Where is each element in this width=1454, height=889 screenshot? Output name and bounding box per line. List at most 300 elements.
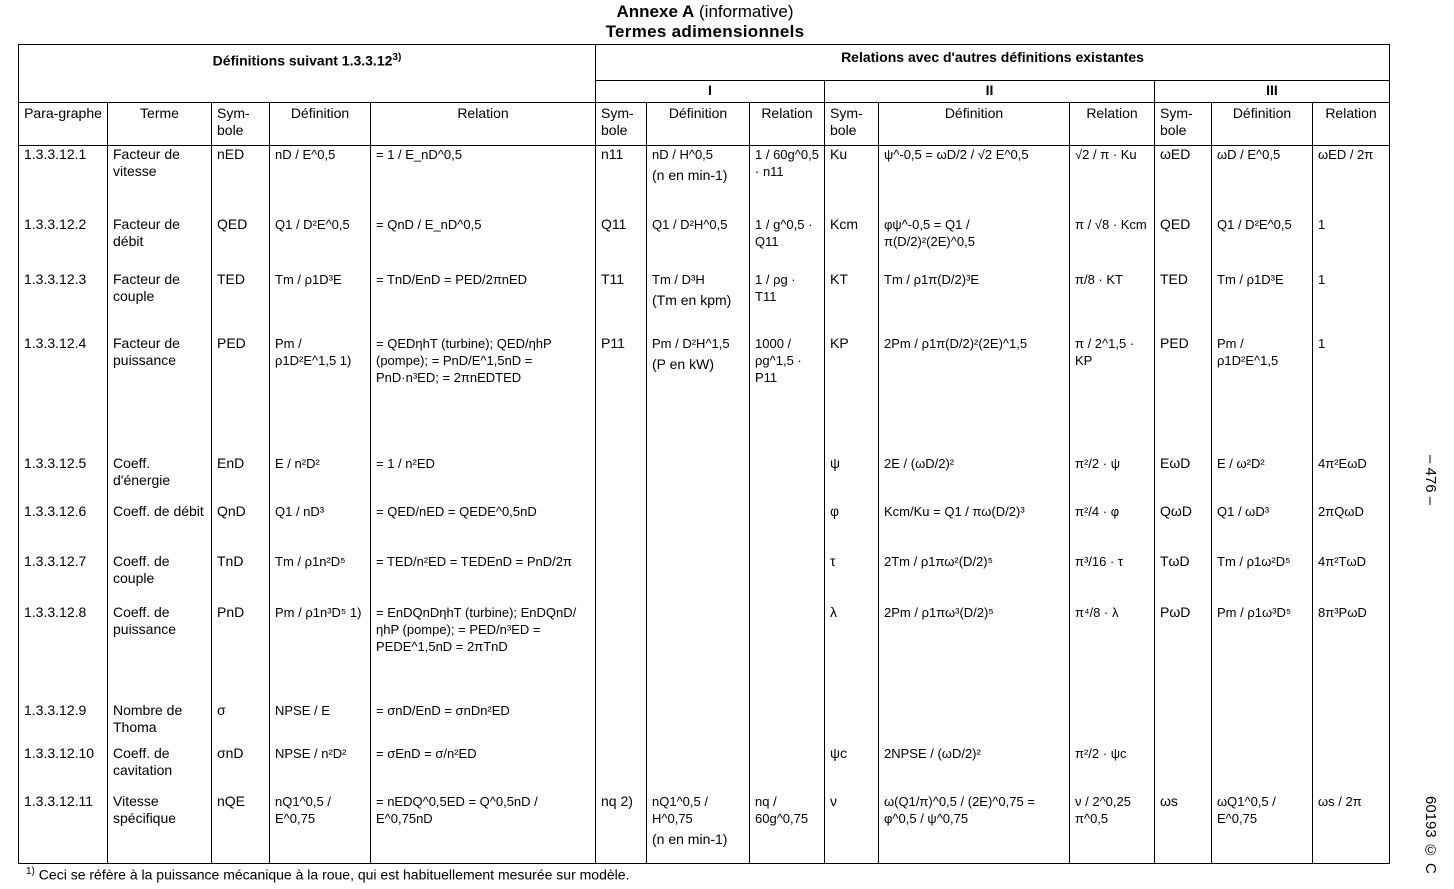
cell-s1: [596, 455, 647, 503]
cell-text-sym: TnD: [217, 553, 244, 569]
cell-text-s2: KT: [830, 271, 848, 287]
annex-title: Annexe A (informative): [616, 2, 794, 21]
cell-text-sym: QnD: [217, 503, 246, 519]
cell-text-s3: PωD: [1160, 604, 1191, 620]
cell-sym: [212, 604, 270, 702]
group-header-II: II: [825, 81, 1155, 103]
cell-text-terme: Vitesse spécifique: [113, 793, 177, 826]
cell-para: [19, 793, 108, 864]
cell-note: (P en kW): [652, 356, 714, 372]
table-row: [19, 553, 1390, 604]
group-header-relations: Relations avec d'autres définitions existantes: [596, 45, 1390, 81]
cell-s2: [825, 455, 879, 503]
cell-s1: [596, 702, 647, 745]
cell-s2: [825, 745, 879, 793]
cell-r1: [750, 553, 825, 604]
cell-para: [19, 271, 108, 335]
cell-sym: [212, 271, 270, 335]
cell-r3: [1313, 793, 1390, 864]
cell-d1: [647, 604, 750, 702]
cell-text-sym: σ: [217, 702, 226, 718]
cell-r3: [1313, 604, 1390, 702]
cell-sym: [212, 455, 270, 503]
cell-rel: [371, 216, 596, 271]
cell-def: [270, 793, 371, 864]
cell-s2: [825, 702, 879, 745]
col-relation-III: Relation: [1313, 103, 1390, 146]
cell-s3: [1155, 553, 1212, 604]
cell-s3: [1155, 216, 1212, 271]
cell-d2: [879, 702, 1070, 745]
cell-r3: [1313, 702, 1390, 745]
cell-text-r3: ωED / 2π: [1318, 147, 1374, 162]
cell-d1: [647, 745, 750, 793]
cell-def: [270, 271, 371, 335]
cell-d1: [647, 702, 750, 745]
cell-text-r2: π²/2 · ψ: [1075, 456, 1120, 471]
cell-d3: [1212, 271, 1313, 335]
cell-def: [270, 702, 371, 745]
cell-s1: [596, 553, 647, 604]
cell-text-r1: 1000 / ρg^1,5 · P11: [755, 336, 802, 385]
col-symbole: Sym-bole: [212, 103, 270, 146]
cell-sym: [212, 503, 270, 553]
cell-terme: [108, 702, 212, 745]
cell-d3: [1212, 604, 1313, 702]
cell-text-s3: TED: [1160, 271, 1188, 287]
cell-text-r2: π⁴/8 · λ: [1075, 605, 1119, 620]
cell-rel: [371, 793, 596, 864]
cell-d3: [1212, 146, 1313, 217]
cell-text-r2: π / √8 · Kcm: [1075, 217, 1147, 232]
cell-text-terme: Coeff. de cavitation: [113, 745, 173, 778]
cell-text-terme: Facteur de couple: [113, 271, 180, 304]
cell-s3: [1155, 455, 1212, 503]
cell-text-def: NPSE / n²D²: [275, 746, 347, 761]
cell-text-s3: PED: [1160, 335, 1189, 351]
cell-text-para: 1.3.3.12.10: [24, 745, 95, 761]
cell-d3: [1212, 793, 1313, 864]
cell-terme: [108, 271, 212, 335]
table-row: [19, 745, 1390, 793]
cell-r1: [750, 793, 825, 864]
cell-text-r1: 1 / ρg · T11: [755, 272, 796, 304]
cell-para: [19, 503, 108, 553]
cell-text-def: Q1 / D²E^0,5: [275, 217, 350, 232]
cell-text-s3: QωD: [1160, 503, 1192, 519]
cell-text-s3: EωD: [1160, 455, 1191, 471]
cell-text-terme: Coeff. d'énergie: [113, 455, 171, 488]
cell-s2: [825, 503, 879, 553]
cell-d3: [1212, 216, 1313, 271]
annex-subtitle: Termes adimensionnels: [605, 22, 805, 41]
table-row: [19, 146, 1390, 217]
cell-text-d3: Q1 / ωD³: [1217, 504, 1270, 519]
cell-r1: [750, 146, 825, 217]
cell-d2: [879, 146, 1070, 217]
cell-text-d3: E / ω²D²: [1217, 456, 1265, 471]
cell-r1: [750, 216, 825, 271]
cell-terme: [108, 216, 212, 271]
col-definition-III: Définition: [1212, 103, 1313, 146]
cell-s2: [825, 146, 879, 217]
cell-r1: [750, 604, 825, 702]
cell-r2: [1070, 146, 1155, 217]
cell-text-r3: 4π²TωD: [1318, 554, 1367, 569]
cell-text-def: NPSE / E: [275, 703, 330, 718]
cell-r3: [1313, 503, 1390, 553]
cell-text-d2: ψ^-0,5 = ωD/2 / √2 E^0,5: [884, 147, 1029, 162]
table-row: [19, 604, 1390, 702]
cell-para: [19, 146, 108, 217]
cell-r3: [1313, 553, 1390, 604]
table-row: [19, 503, 1390, 553]
col-relation-II: Relation: [1070, 103, 1155, 146]
cell-text-s1: Q11: [601, 216, 627, 232]
cell-text-def: Tm / ρ1n²D⁵: [275, 554, 346, 569]
cell-text-s2: λ: [830, 604, 837, 620]
group-header-I: I: [596, 81, 825, 103]
cell-r2: [1070, 271, 1155, 335]
cell-text-r3: 1: [1318, 217, 1326, 232]
cell-text-d2: 2E / (ωD/2)²: [884, 456, 955, 471]
cell-text-terme: Coeff. de couple: [113, 553, 170, 586]
cell-r1: [750, 271, 825, 335]
cell-text-sym: nQE: [217, 793, 246, 809]
cell-text-r2: π/8 · KT: [1075, 272, 1123, 287]
table-row: [19, 455, 1390, 503]
cell-sym: [212, 216, 270, 271]
cell-sym: [212, 702, 270, 745]
cell-para: [19, 553, 108, 604]
cell-text-r3: 4π²EωD: [1318, 456, 1367, 471]
cell-text-d2: ω(Q1/π)^0,5 / (2E)^0,75 = φ^0,5 / ψ^0,75: [884, 794, 1035, 826]
cell-r2: [1070, 793, 1155, 864]
cell-text-d2: Kcm/Ku = Q1 / πω(D/2)³: [884, 504, 1025, 519]
cell-sym: [212, 553, 270, 604]
cell-text-def: nD / E^0,5: [275, 147, 336, 162]
cell-terme: [108, 503, 212, 553]
cell-d2: [879, 335, 1070, 455]
col-relation-I: Relation: [750, 103, 825, 146]
col-paragraphe: Para-graphe: [19, 103, 108, 146]
cell-text-def: Pm / ρ1D²E^1,5 1): [275, 336, 352, 368]
cell-text-r2: π³/16 · τ: [1075, 554, 1124, 569]
cell-text-para: 1.3.3.12.7: [24, 553, 87, 569]
cell-para: [19, 604, 108, 702]
cell-rel: [371, 335, 596, 455]
cell-text-rel: = 1 / n²ED: [376, 456, 435, 471]
cell-text-def: nQ1^0,5 / E^0,75: [275, 794, 331, 826]
cell-text-s2: ψ: [830, 455, 840, 471]
col-relation: Relation: [371, 103, 596, 146]
cell-text-rel: = TED/n²ED = TEDEnD = PnD/2π: [376, 554, 572, 569]
cell-d2: [879, 745, 1070, 793]
cell-r2: [1070, 503, 1155, 553]
cell-text-para: 1.3.3.12.1: [24, 146, 87, 162]
table-row: [19, 793, 1390, 864]
cell-r1: [750, 335, 825, 455]
cell-sym: [212, 745, 270, 793]
cell-def: [270, 503, 371, 553]
cell-s1: [596, 604, 647, 702]
cell-sym: [212, 335, 270, 455]
cell-def: [270, 455, 371, 503]
cell-text-s2: ν: [830, 793, 837, 809]
cell-def: [270, 216, 371, 271]
cell-text-para: 1.3.3.12.5: [24, 455, 87, 471]
cell-d3: [1212, 455, 1313, 503]
cell-r2: [1070, 335, 1155, 455]
cell-text-sym: PnD: [217, 604, 245, 620]
cell-text-para: 1.3.3.12.2: [24, 216, 87, 232]
cell-s3: [1155, 146, 1212, 217]
cell-text-r1: 1 / 60g^0,5 · n11: [755, 147, 819, 179]
cell-note: (n en min-1): [652, 167, 728, 183]
table-row: [19, 335, 1390, 455]
cell-d2: [879, 503, 1070, 553]
cell-s3: [1155, 271, 1212, 335]
cell-text-def: Q1 / nD³: [275, 504, 325, 519]
cell-text-d1: Q1 / D²H^0,5: [652, 217, 728, 232]
cell-text-rel: = QED/nED = QEDE^0,5nD: [376, 504, 537, 519]
table-row: [19, 702, 1390, 745]
cell-text-s3: QED: [1160, 216, 1191, 232]
cell-text-d3: Pm / ρ1D²E^1,5: [1217, 336, 1279, 368]
standard-reference: 60193 © C: [1422, 796, 1439, 874]
cell-s2: [825, 604, 879, 702]
cell-para: [19, 216, 108, 271]
cell-s1: [596, 745, 647, 793]
cell-s2: [825, 335, 879, 455]
cell-text-rel: = TnD/EnD = PED/2πnED: [376, 272, 528, 287]
cell-text-terme: Facteur de puissance: [113, 335, 180, 368]
col-symbole-II: Sym-bole: [825, 103, 879, 146]
cell-d2: [879, 216, 1070, 271]
cell-text-d2: Tm / ρ1π(D/2)³E: [884, 272, 980, 287]
cell-d2: [879, 271, 1070, 335]
cell-text-d3: ωD / E^0,5: [1217, 147, 1281, 162]
cell-text-d2: 2NPSE / (ωD/2)²: [884, 746, 981, 761]
cell-s2: [825, 216, 879, 271]
cell-text-rel: = nEDQ^0,5ED = Q^0,5nD / E^0,75nD: [376, 794, 538, 826]
cell-para: [19, 745, 108, 793]
cell-s2: [825, 553, 879, 604]
cell-d1: [647, 271, 750, 335]
cell-s1: [596, 146, 647, 217]
cell-s1: [596, 793, 647, 864]
cell-terme: [108, 745, 212, 793]
cell-r1: [750, 503, 825, 553]
cell-terme: [108, 335, 212, 455]
cell-def: [270, 146, 371, 217]
cell-text-r2: π²/4 · φ: [1075, 504, 1120, 519]
cell-text-para: 1.3.3.12.8: [24, 604, 87, 620]
table-row: [19, 216, 1390, 271]
cell-note: (n en min-1): [652, 831, 728, 847]
cell-d1: [647, 216, 750, 271]
cell-r1: [750, 745, 825, 793]
cell-text-sym: nED: [217, 146, 245, 162]
cell-d1: [647, 146, 750, 217]
cell-rel: [371, 271, 596, 335]
col-definition: Définition: [270, 103, 371, 146]
cell-r2: [1070, 553, 1155, 604]
cell-d1: [647, 793, 750, 864]
cell-text-r2: π / 2^1,5 · KP: [1075, 336, 1135, 368]
cell-text-r3: 1: [1318, 272, 1326, 287]
cell-r3: [1313, 455, 1390, 503]
col-symbole-I: Sym-bole: [596, 103, 647, 146]
cell-d2: [879, 604, 1070, 702]
cell-s2: [825, 271, 879, 335]
cell-sym: [212, 793, 270, 864]
cell-r1: [750, 455, 825, 503]
cell-s3: [1155, 604, 1212, 702]
cell-rel: [371, 604, 596, 702]
cell-text-s2: Ku: [830, 146, 848, 162]
cell-text-sym: EnD: [217, 455, 245, 471]
cell-text-d3: ωQ1^0,5 / E^0,75: [1217, 794, 1276, 826]
col-symbole-III: Sym-bole: [1155, 103, 1212, 146]
cell-r2: [1070, 745, 1155, 793]
cell-text-d3: Tm / ρ1D³E: [1217, 272, 1284, 287]
cell-text-rel: = EnDQnDηhT (turbine); EnDQnD/ηhP (pompe); = PED/n³ED = PEDE^1,5nD = 2πTnD: [376, 605, 577, 654]
cell-text-d2: 2Pm / ρ1π(D/2)²(2E)^1,5: [884, 336, 1028, 351]
cell-text-s1: n11: [601, 146, 624, 162]
cell-terme: [108, 553, 212, 604]
cell-s1: [596, 216, 647, 271]
cell-text-sym: PED: [217, 335, 246, 351]
cell-text-r2: ν / 2^0,25 π^0,5: [1075, 794, 1131, 826]
cell-text-r2: π²/2 · ψc: [1075, 746, 1127, 761]
cell-text-terme: Coeff. de puissance: [113, 604, 177, 637]
cell-text-d3: Tm / ρ1ω²D⁵: [1217, 554, 1291, 569]
cell-text-para: 1.3.3.12.9: [24, 702, 87, 718]
cell-rel: [371, 146, 596, 217]
cell-r3: [1313, 146, 1390, 217]
cell-r2: [1070, 702, 1155, 745]
cell-rel: [371, 455, 596, 503]
cell-text-d3: Pm / ρ1ω³D⁵: [1217, 605, 1292, 620]
cell-s3: [1155, 503, 1212, 553]
cell-text-sym: TED: [217, 271, 245, 287]
cell-def: [270, 335, 371, 455]
table-body: [19, 146, 1390, 864]
cell-rel: [371, 745, 596, 793]
cell-text-s1: nq 2): [601, 793, 633, 809]
cell-def: [270, 553, 371, 604]
table-row: [19, 271, 1390, 335]
cell-text-d2: 2Pm / ρ1πω³(D/2)⁵: [884, 605, 994, 620]
cell-text-def: Tm / ρ1D³E: [275, 272, 342, 287]
terms-table: [18, 44, 1390, 864]
cell-text-d1: Tm / D³H: [652, 272, 705, 287]
cell-text-rel: = QEDηhT (turbine); QED/ηhP (pompe); = PnD/E^1,5nD = PnD·n³ED; = 2πnEDTED: [376, 336, 552, 385]
cell-s3: [1155, 702, 1212, 745]
cell-text-s3: TωD: [1160, 553, 1190, 569]
cell-r2: [1070, 216, 1155, 271]
cell-text-d3: Q1 / D²E^0,5: [1217, 217, 1292, 232]
cell-d3: [1212, 553, 1313, 604]
cell-text-s3: ωED: [1160, 146, 1191, 162]
cell-rel: [371, 702, 596, 745]
cell-text-terme: Facteur de débit: [113, 216, 180, 249]
cell-d1: [647, 455, 750, 503]
cell-text-r3: ωs / 2π: [1318, 794, 1362, 809]
cell-text-sym: QED: [217, 216, 248, 232]
cell-text-s3: ωs: [1160, 793, 1178, 809]
cell-text-d2: 2Tm / ρ1πω²(D/2)⁵: [884, 554, 994, 569]
cell-s3: [1155, 335, 1212, 455]
cell-d3: [1212, 335, 1313, 455]
col-terme: Terme: [108, 103, 212, 146]
cell-text-def: Pm / ρ1n³D⁵ 1): [275, 605, 362, 620]
cell-r3: [1313, 271, 1390, 335]
cell-sym: [212, 146, 270, 217]
cell-text-terme: Nombre de Thoma: [113, 702, 183, 735]
cell-r3: [1313, 335, 1390, 455]
cell-r2: [1070, 604, 1155, 702]
cell-terme: [108, 455, 212, 503]
cell-text-s2: ψc: [830, 745, 847, 761]
cell-text-s1: P11: [601, 335, 625, 351]
cell-text-d1: Pm / D²H^1,5: [652, 336, 730, 351]
cell-s3: [1155, 793, 1212, 864]
cell-text-rel: = QnD / E_nD^0,5: [376, 217, 482, 232]
cell-d2: [879, 553, 1070, 604]
cell-text-s2: τ: [830, 553, 836, 569]
cell-text-r3: 1: [1318, 336, 1326, 351]
cell-terme: [108, 793, 212, 864]
cell-d3: [1212, 503, 1313, 553]
cell-d1: [647, 335, 750, 455]
page-number: – 476 –: [1422, 455, 1439, 506]
cell-text-sym: σnD: [217, 745, 244, 761]
cell-s2: [825, 793, 879, 864]
cell-text-para: 1.3.3.12.3: [24, 271, 87, 287]
cell-text-terme: Facteur de vitesse: [113, 146, 180, 179]
cell-text-r2: √2 / π · Ku: [1075, 147, 1137, 162]
footnote: $^{1)}$ Ceci se réfère à la puissance mécanique à la roue, qui est habituellement mesurée sur modèle.: [26, 866, 630, 883]
cell-text-def: E / n²D²: [275, 456, 320, 471]
cell-text-s1: T11: [601, 271, 625, 287]
column-header-row: [19, 103, 1390, 146]
cell-r2: [1070, 455, 1155, 503]
cell-def: [270, 745, 371, 793]
cell-s1: [596, 271, 647, 335]
cell-s1: [596, 335, 647, 455]
cell-text-rel: = 1 / E_nD^0,5: [376, 147, 462, 162]
cell-text-terme: Coeff. de débit: [113, 503, 204, 519]
cell-r3: [1313, 216, 1390, 271]
cell-d2: [879, 455, 1070, 503]
cell-s3: [1155, 745, 1212, 793]
col-definition-I: Définition: [647, 103, 750, 146]
cell-text-r3: 8π³PωD: [1318, 605, 1367, 620]
cell-text-para: 1.3.3.12.4: [24, 335, 87, 351]
cell-s1: [596, 503, 647, 553]
group-header-III: III: [1155, 81, 1390, 103]
cell-para: [19, 702, 108, 745]
cell-r1: [750, 702, 825, 745]
cell-terme: [108, 604, 212, 702]
group-header-definitions: Définitions suivant 1.3.3.12$^{3)}$: [19, 45, 596, 103]
cell-text-para: 1.3.3.12.6: [24, 503, 87, 519]
cell-d2: [879, 793, 1070, 864]
cell-d3: [1212, 745, 1313, 793]
cell-text-r3: 2πQωD: [1318, 504, 1364, 519]
